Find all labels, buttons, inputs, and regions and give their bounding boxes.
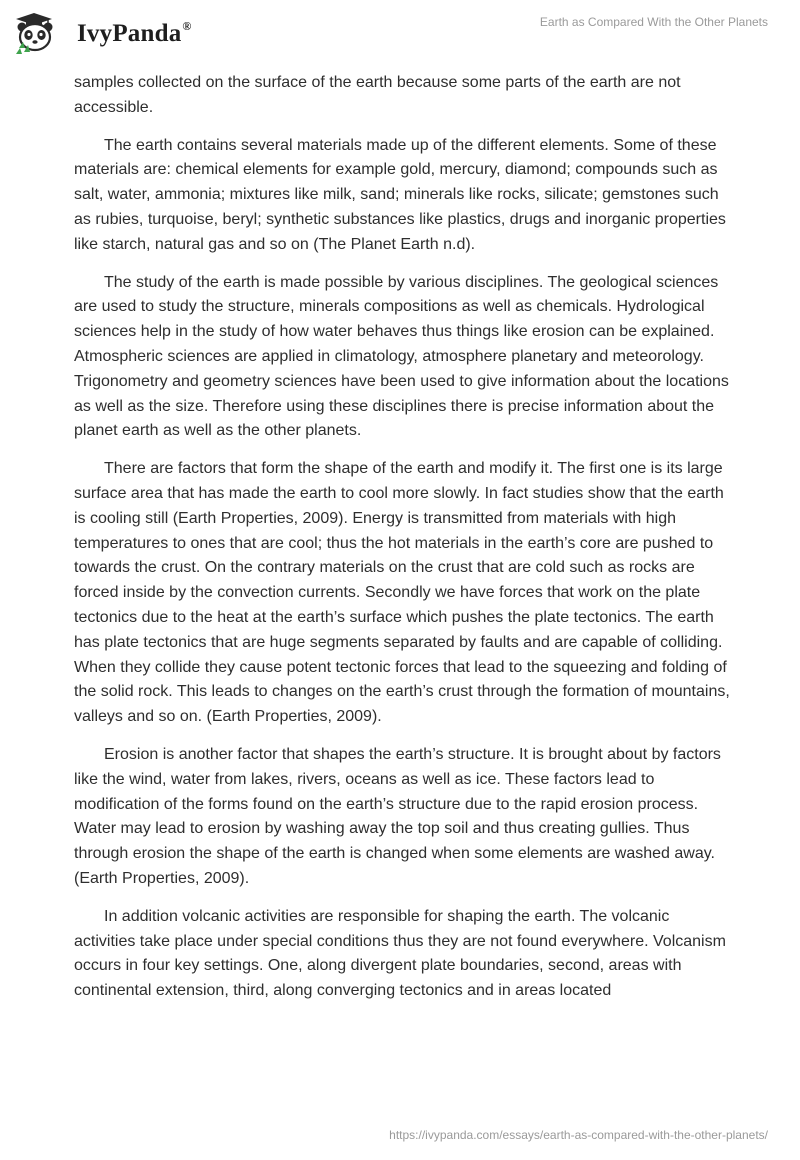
paragraph-volcanic: In addition volcanic activities are responsible for shaping the earth. The volcanic activities take place under special conditions thus they are not found everywhere. Volcanism occurs in four key settings. One, along divergent plate boundaries, second, areas with continental extension, third, along converging tectonics and in areas located (74, 907, 726, 1000)
brand-name-text: IvyPanda (77, 20, 182, 47)
source-url[interactable]: https://ivypanda.com/essays/earth-as-compared-with-the-other-planets/ (389, 1128, 768, 1142)
paragraph-erosion: Erosion is another factor that shapes the earth’s structure. It is brought about by factors like the wind, water from lakes, rivers, oceans as well as ice. These factors lead to modification of the forms found on the earth’s structure due to the rapid erosion process. Water may lead to erosion by washing away the top soil and thus creating gullies. Thus through erosion the shape of the earth is changed when some elements are washed away. (Earth Properties, 2009). (74, 745, 721, 887)
brand-name[interactable] (77, 20, 192, 48)
panda-graduate-icon[interactable] (14, 8, 72, 56)
paragraph-disciplines: The study of the earth is made possible by various disciplines. The geological sciences are used to study the structure, minerals compositions as well as chemicals. Hydrological sciences help in the study of how water behaves thus things like erosion can be explained. Atmospheric sciences are applied in climatology, atmosphere planetary and meteorology. Trigonometry and geometry sciences have been used to give information about the locations as well as the size. Therefore using these disciplines there is precise information about the planet earth as well as the other planets. (74, 273, 729, 440)
paragraph-materials: The earth contains several materials made up of the different elements. Some of these materials are: chemical elements for example gold, mercury, diamond; compounds such as salt, water, ammonia; mixtures like milk, sand; minerals like rocks, silicate; gemstones such as rubies, turquoise, beryl; synthetic substances like plastics, drugs and inorganic properties like starch, natural gas and so on (The Planet Earth n.d). (74, 136, 726, 253)
essay-body (74, 71, 734, 1017)
running-title: Earth as Compared With the Other Planets (539, 15, 768, 29)
page-header (0, 0, 800, 64)
registered-mark: ® (182, 18, 192, 33)
paragraph-shape-factors: There are factors that form the shape of the earth and modify it. The first one is its large surface area that has made the earth to cool more slowly. In fact studies show that the earth is cooling still (Earth Properties, 2009). Energy is transmitted from materials with high temperatures to ones that are cool; thus the hot materials in the earth’s core are pushed to towards the crust. On the contrary materials on the crust that are cold such as rocks are forced inside by the convection currents. Secondly we have forces that work on the plate tectonics due to the heat at the earth’s surface which pushes the plate tectonics. The earth has plate tectonics that are huge segments separated by faults and are capable of colliding. When they collide they cause potent tectonic forces that lead to the squeezing and folding of the solid rock. This leads to changes on the earth’s crust through the formation of mountains, valleys and so on. (Earth Properties, 2009). (74, 460, 730, 726)
paragraph-continuation: samples collected on the surface of the earth because some parts of the earth are not accessible. (74, 74, 681, 116)
